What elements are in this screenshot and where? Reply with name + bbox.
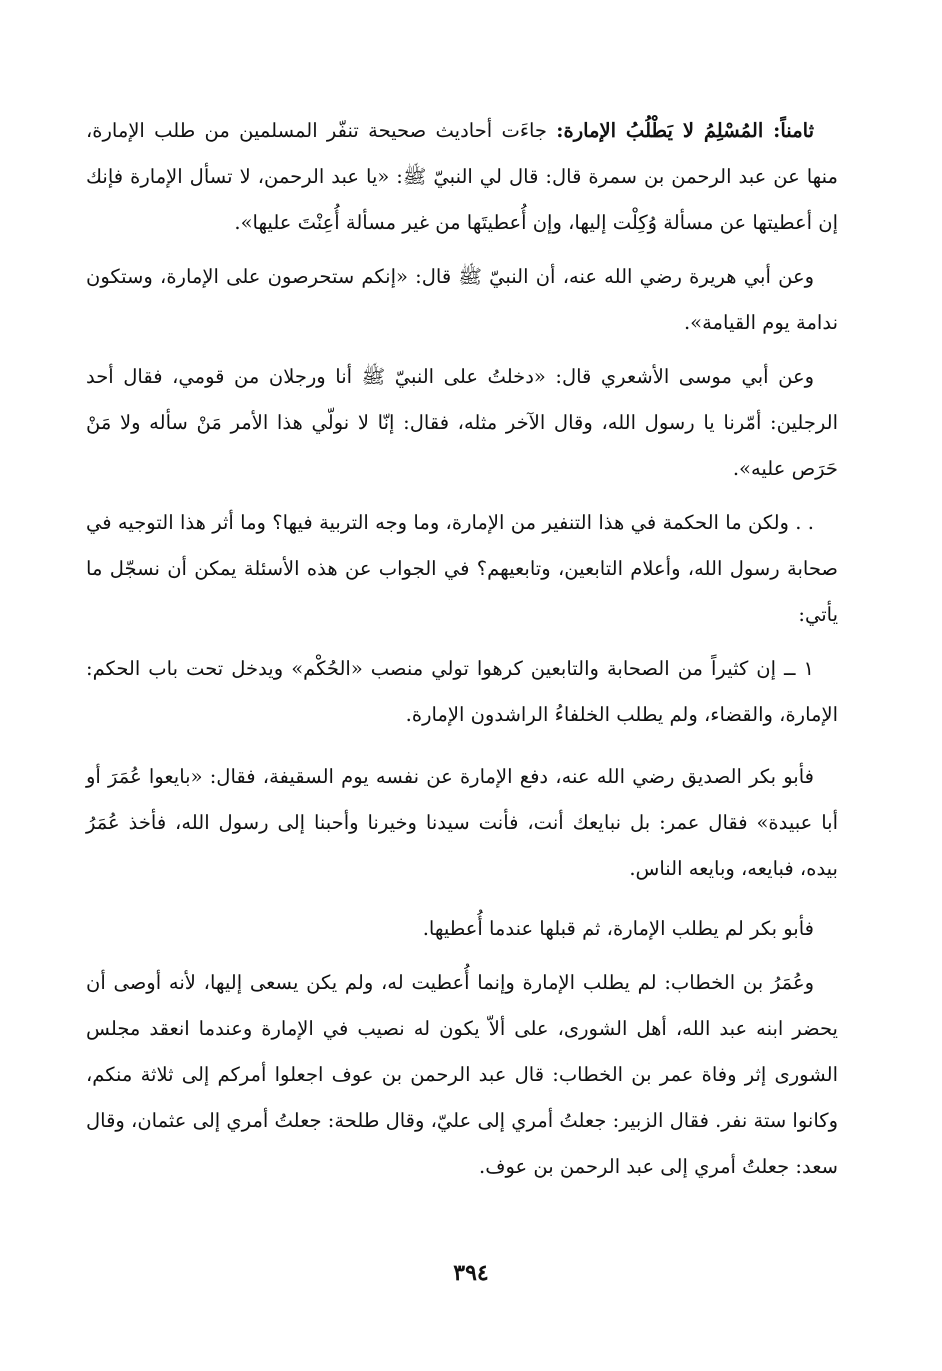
page-number: ٣٩٤ bbox=[453, 1260, 489, 1286]
paragraph-2: وعن أبي هريرة رضي الله عنه، أن النبيّ ﷺ قال: «إنكم ستحرصون على الإمارة، وستكون ندامة يوم القيامة». bbox=[86, 265, 838, 334]
paragraph-1 bbox=[86, 108, 838, 246]
paragraph-6: فأبو بكر الصديق رضي الله عنه، دفع الإمارة عن نفسه يوم السقيفة، فقال: «بايعوا عُمَرَ أو أبا عبيدة» فقال عمر: بل نبايعك أنت، فأنت سيدنا وخيرنا وأحبنا إلى رسول الله، فأخذ عُمَرُ بيده، فبايعه، وبايعه الناس. bbox=[86, 765, 838, 880]
page-body bbox=[86, 108, 838, 1198]
paragraph-7: فأبو بكر لم يطلب الإمارة، ثم قبلها عندما أُعطيها. bbox=[422, 917, 814, 940]
section-heading: ثامناً: المُسْلِمُ لا يَطْلُبُ الإمارة: bbox=[556, 119, 815, 142]
paragraph-8: وعُمَرُ بن الخطاب: لم يطلب الإمارة وإنما أُعطيت له، ولم يكن يسعى إليها، لأنه أوصى أن يحضر ابنه عبد الله، أهل الشورى، على ألاّ يكون له نصيب في الإمارة وعندما انعقد مجلس الشورى إثر وفاة عمر بن الخطاب: قال عبد الرحمن بن عوف اجعلوا أمركم إلى ثلاثة منكم، وكانوا ستة نفر. فقال الزبير: جعلتُ أمري إلى عليّ، وقال طلحة: جعلتُ أمري إلى عثمان، وقال سعد: جعلتُ أمري إلى عبد الرحمن بن عوف. bbox=[86, 971, 838, 1178]
paragraph-1-text: جاءَت أحاديث صحيحة تنفّر المسلمين من طلب الإمارة، منها عن عبد الرحمن بن سمرة قال: قال لي النبيّ ﷺ: «يا عبد الرحمن، لا تسأل الإمارة فإنك إن أعطيتها عن مسألة وُكِلْت إليها، وإن أُعطيتَها من غير مسألة أُعِنْتَ عليها». bbox=[86, 119, 838, 234]
paragraph-5: ١ ــ إن كثيراً من الصحابة والتابعين كرهوا تولي منصب «الحُكْم» ويدخل تحت باب الحكم: الإمارة، والقضاء، ولم يطلب الخلفاءُ الراشدون الإمارة. bbox=[86, 657, 838, 726]
paragraph-3: وعن أبي موسى الأشعري قال: «دخلتُ على النبيّ ﷺ أنا ورجلان من قومي، فقال أحد الرجلين: أمّرنا يا رسول الله، وقال الآخر مثله، فقال: إنّا لا نولّي هذا الأمر مَنْ سأله ولا مَنْ حَرَص عليه». bbox=[86, 365, 838, 480]
paragraph-4: . . ولكن ما الحكمة في هذا التنفير من الإمارة، وما وجه التربية فيها؟ وما أثر هذا التوجيه في صحابة رسول الله، وأعلام التابعين، وتابعيهم؟ في الجواب عن هذه الأسئلة يمكن أن نسجّل ما يأتي: bbox=[86, 511, 838, 626]
